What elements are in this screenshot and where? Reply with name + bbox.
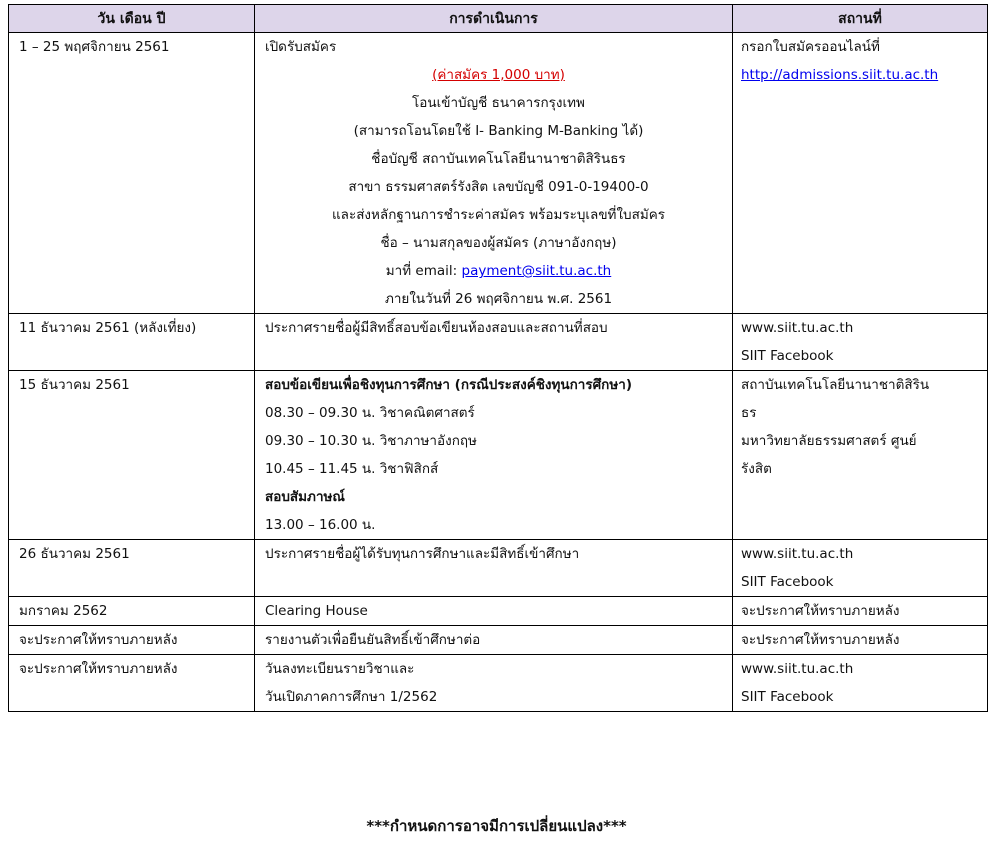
date-cell: [9, 655, 255, 712]
action-text: เปิดรับสมัคร: [265, 39, 337, 55]
action-text: 10.45 – 11.45 น. วิชาฟิสิกส์: [265, 461, 439, 477]
date-text: มกราคม 2562: [19, 603, 108, 619]
fee-line: [265, 61, 732, 89]
place-text: จะประกาศให้ทราบภายหลัง: [741, 632, 900, 648]
action-cell: [255, 597, 733, 626]
place-text: ธร: [741, 405, 757, 421]
action-text: โอนเข้าบัญชี ธนาคารกรุงเทพ: [412, 95, 585, 111]
schedule-change-note: ***กำหนดการอาจมีการเปลี่ยนแปลง***: [366, 817, 627, 835]
place-cell: [733, 371, 988, 540]
table-row: [9, 314, 988, 371]
date-text: 15 ธันวาคม 2561: [19, 377, 130, 393]
action-text: ประกาศรายชื่อผู้มีสิทธิ์สอบข้อเขียนห้องสอบและสถานที่สอบ: [265, 320, 608, 336]
email-line: [265, 257, 732, 285]
table-row: [9, 597, 988, 626]
action-text: และส่งหลักฐานการชำระค่าสมัคร พร้อมระบุเลขที่ใบสมัคร: [331, 207, 666, 223]
action-text: สอบข้อเขียนเพื่อชิงทุนการศึกษา (กรณีประสงค์ชิงทุนการศึกษา): [265, 377, 632, 393]
date-text: 26 ธันวาคม 2561: [19, 546, 130, 562]
place-text: SIIT Facebook: [741, 689, 834, 705]
place-text: www.siit.tu.ac.th: [741, 546, 854, 562]
action-text: สาขา ธรรมศาสตร์รังสิต เลขบัญชี 091-0-19400-0: [348, 179, 649, 195]
action-cell: [255, 371, 733, 540]
action-text: (สามารถโอนโดยใช้ I- Banking M-Banking ได้): [353, 123, 644, 139]
action-text: 13.00 – 16.00 น.: [265, 517, 376, 533]
email-label: มาที่ email:: [385, 263, 462, 279]
application-fee: (ค่าสมัคร 1,000 บาท): [432, 67, 565, 83]
table-row: [9, 540, 988, 597]
date-cell: [9, 626, 255, 655]
table-row: [9, 626, 988, 655]
place-cell: [733, 655, 988, 712]
date-cell: [9, 314, 255, 371]
place-cell: [733, 540, 988, 597]
table-header-row: [9, 5, 988, 33]
admissions-link-line: [741, 61, 987, 89]
date-cell: [9, 597, 255, 626]
header-place: สถานที่: [733, 5, 988, 33]
table-row: [9, 371, 988, 540]
action-text: รายงานตัวเพื่อยืนยันสิทธิ์เข้าศึกษาต่อ: [265, 632, 481, 648]
action-text: สอบสัมภาษณ์: [265, 489, 345, 505]
action-cell: [255, 540, 733, 597]
place-cell: [733, 33, 988, 314]
action-text: ประกาศรายชื่อผู้ได้รับทุนการศึกษาและมีสิทธิ์เข้าศึกษา: [265, 546, 580, 562]
place-text: รังสิต: [741, 461, 772, 477]
place-text: จะประกาศให้ทราบภายหลัง: [741, 603, 900, 619]
date-text: 11 ธันวาคม 2561 (หลังเที่ยง): [19, 320, 197, 336]
action-cell: [255, 33, 733, 314]
table-row: [9, 655, 988, 712]
action-text: ภายในวันที่ 26 พฤศจิกายน พ.ศ. 2561: [384, 291, 613, 307]
action-text: วันเปิดภาคการศึกษา 1/2562: [265, 689, 438, 705]
date-cell: [9, 33, 255, 314]
action-text: 09.30 – 10.30 น. วิชาภาษาอังกฤษ: [265, 433, 477, 449]
header-date: วัน เดือน ปี: [9, 5, 255, 33]
place-text: www.siit.tu.ac.th: [741, 320, 854, 336]
schedule-table: [8, 4, 988, 712]
place-cell: [733, 626, 988, 655]
admissions-link[interactable]: http://admissions.siit.tu.ac.th: [741, 67, 939, 83]
action-text: ชื่อ – นามสกุลของผู้สมัคร (ภาษาอังกฤษ): [380, 235, 617, 251]
place-text: SIIT Facebook: [741, 574, 834, 590]
action-cell: [255, 314, 733, 371]
table-body: [9, 33, 988, 712]
date-text: จะประกาศให้ทราบภายหลัง: [19, 632, 178, 648]
place-text: มหาวิทยาลัยธรรมศาสตร์ ศูนย์: [741, 433, 917, 449]
date-text: จะประกาศให้ทราบภายหลัง: [19, 661, 178, 677]
table-row: [9, 33, 988, 314]
payment-email-link[interactable]: payment@siit.tu.ac.th: [461, 263, 612, 279]
action-text: วันลงทะเบียนรายวิชาและ: [265, 661, 415, 677]
date-cell: [9, 540, 255, 597]
place-text: www.siit.tu.ac.th: [741, 661, 854, 677]
action-text: 08.30 – 09.30 น. วิชาคณิตศาสตร์: [265, 405, 475, 421]
date-text: 1 – 25 พฤศจิกายน 2561: [19, 39, 170, 55]
place-text: กรอกใบสมัครออนไลน์ที่: [741, 39, 880, 55]
place-text: สถาบันเทคโนโลยีนานาชาติสิริน: [741, 377, 930, 393]
action-cell: [255, 626, 733, 655]
place-text: SIIT Facebook: [741, 348, 834, 364]
action-text: Clearing House: [265, 603, 368, 619]
action-text: ชื่อบัญชี สถาบันเทคโนโลยีนานาชาติสิรินธร: [371, 151, 626, 167]
place-cell: [733, 597, 988, 626]
place-cell: [733, 314, 988, 371]
date-cell: [9, 371, 255, 540]
header-action: การดำเนินการ: [255, 5, 733, 33]
action-cell: [255, 655, 733, 712]
